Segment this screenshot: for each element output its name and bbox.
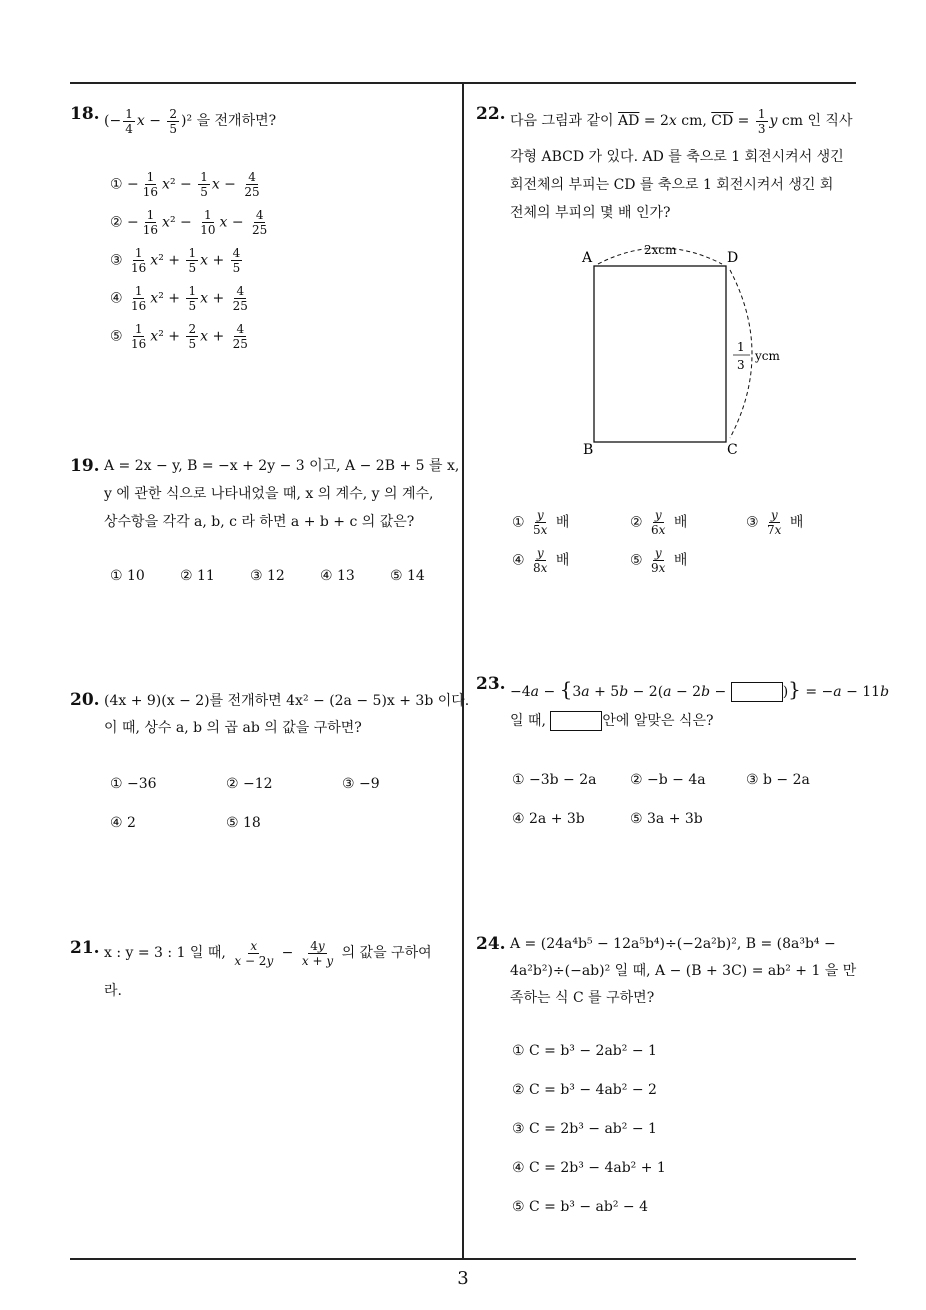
question-number: 21. [70,938,100,958]
column-divider [462,82,464,1260]
option-2[interactable]: ② − $\frac{1}{16}$ x² − $\frac{1}{10}$ x − $\frac{4}{25}$ [110,208,268,237]
vertex-c: C [727,442,738,458]
question-line-2: 일 때, 안에 알맞은 식은? [510,713,714,729]
option-5[interactable]: ⑤ 14 [390,568,425,584]
option-2[interactable]: ② 11 [180,568,215,584]
question-line-3: 회전체의 부피는 CD 를 축으로 1 회전시켜서 생긴 회 [510,177,834,193]
question-number: 24. [476,934,506,954]
option-4[interactable]: ④ $\frac{y}{8x}$ 배 [512,546,570,575]
question-number: 19. [70,456,100,476]
option-3[interactable]: ③ 12 [250,568,285,584]
option-1[interactable]: ① C = b³ − 2ab² − 1 [512,1043,657,1059]
option-5[interactable]: ⑤ 18 [226,815,261,831]
option-3[interactable]: ③ $\frac{y}{7x}$ 배 [746,508,804,537]
arc-ad [598,248,722,264]
option-3[interactable]: ③ C = 2b³ − ab² − 1 [512,1121,657,1137]
question-number: 22. [476,104,506,124]
option-1[interactable]: ① −3b − 2a [512,772,597,788]
question-stem: (− $\frac{1}{4}$ x − $\frac{2}{5}$ )² 을 전개하면? [104,106,277,136]
vertex-a: A [582,250,593,266]
answer-box [731,682,783,702]
option-4[interactable]: ④ 2 [110,815,136,831]
option-1[interactable]: ① −36 [110,776,157,792]
question-number: 23. [476,674,506,694]
option-2[interactable]: ② C = b³ − 4ab² − 2 [512,1082,657,1098]
label-third-den: 3 [737,358,745,372]
question-line-2: 라. [104,983,122,999]
option-3[interactable]: ③ b − 2a [746,772,810,788]
option-2[interactable]: ② $\frac{y}{6x}$ 배 [630,508,688,537]
option-5[interactable]: ⑤ C = b³ − ab² − 4 [512,1199,649,1215]
option-2[interactable]: ② −b − 4a [630,772,706,788]
option-3[interactable]: ③ −9 [342,776,380,792]
question-number: 20. [70,690,100,710]
arc-dc [730,270,752,438]
option-1[interactable]: ① − $\frac{1}{16}$ x² − $\frac{1}{5}$ x − $\frac{4}{25}$ [110,170,260,199]
question-line-2: 각형 ABCD 가 있다. AD 를 축으로 1 회전시켜서 생긴 [510,149,844,165]
label-2xcm: 2xcm [644,243,677,257]
option-4[interactable]: ④ 2a + 3b [512,811,585,827]
rectangle-abcd [594,266,726,442]
question-line-2: y 에 관한 식으로 나타내었을 때, x 의 계수, y 의 계수, [104,486,434,502]
question-line-1: A = 2x − y, B = −x + 2y − 3 이고, A − 2B + 5 를 x, [104,458,460,474]
question-line-2: 이 때, 상수 a, b 의 곱 ab 의 값을 구하면? [104,720,362,736]
question-line-1: 다음 그림과 같이 $\overline{AD} = 2x$ cm, $\overline{CD}$ = $\frac{1}{3}$ y cm 인 직사 [510,106,853,136]
question-line-4: 전체의 부피의 몇 배 인가? [510,205,671,221]
page-number: 3 [457,1268,469,1289]
question-number: 18. [70,104,100,124]
label-ycm: ycm [755,349,780,363]
option-1[interactable]: ① $\frac{y}{5x}$ 배 [512,508,570,537]
option-5[interactable]: ⑤ 3a + 3b [630,811,703,827]
option-4[interactable]: ④ 13 [320,568,355,584]
option-4[interactable]: ④ $\frac{1}{16}$ x² + $\frac{1}{5}$ x + $\frac{4}{25}$ [110,284,248,313]
question-line-1: (4x + 9)(x − 2)를 전개하면 4x² − (2a − 5)x + 3b 이다. [104,693,470,709]
question-line-2: 4a²b²)÷(−ab)² 일 때, A − (B + 3C) = ab² + 1 을 만 [510,963,857,979]
vertex-d: D [727,250,739,266]
option-3[interactable]: ③ $\frac{1}{16}$ x² + $\frac{1}{5}$ x + $\frac{4}{5}$ [110,246,241,275]
option-1[interactable]: ① 10 [110,568,145,584]
question-line-3: 족하는 식 C 를 구하면? [510,990,655,1006]
option-5[interactable]: ⑤ $\frac{y}{9x}$ 배 [630,546,688,575]
option-4[interactable]: ④ C = 2b³ − 4ab² + 1 [512,1160,666,1176]
question-line-1: x : y = 3 : 1 일 때, $\frac{x}{x - 2y}$ − $\frac{4y}{x + y}$ 의 값을 구하여 [104,938,432,968]
answer-box [550,711,602,731]
label-third-num: 1 [737,340,745,354]
option-5[interactable]: ⑤ $\frac{1}{16}$ x² + $\frac{2}{5}$ x + $\frac{4}{25}$ [110,322,248,351]
vertex-b: B [583,442,594,458]
question-line-3: 상수항을 각각 a, b, c 라 하면 a + b + c 의 값은? [104,514,415,530]
option-2[interactable]: ② −12 [226,776,273,792]
question-line-1: A = (24a⁴b⁵ − 12a⁵b⁴)÷(−2a²b)², B = (8a³b⁴ − [510,936,836,952]
question-line-1: −4a − {3a + 5b − 2(a − 2b − )} = −a − 11b [510,677,890,701]
